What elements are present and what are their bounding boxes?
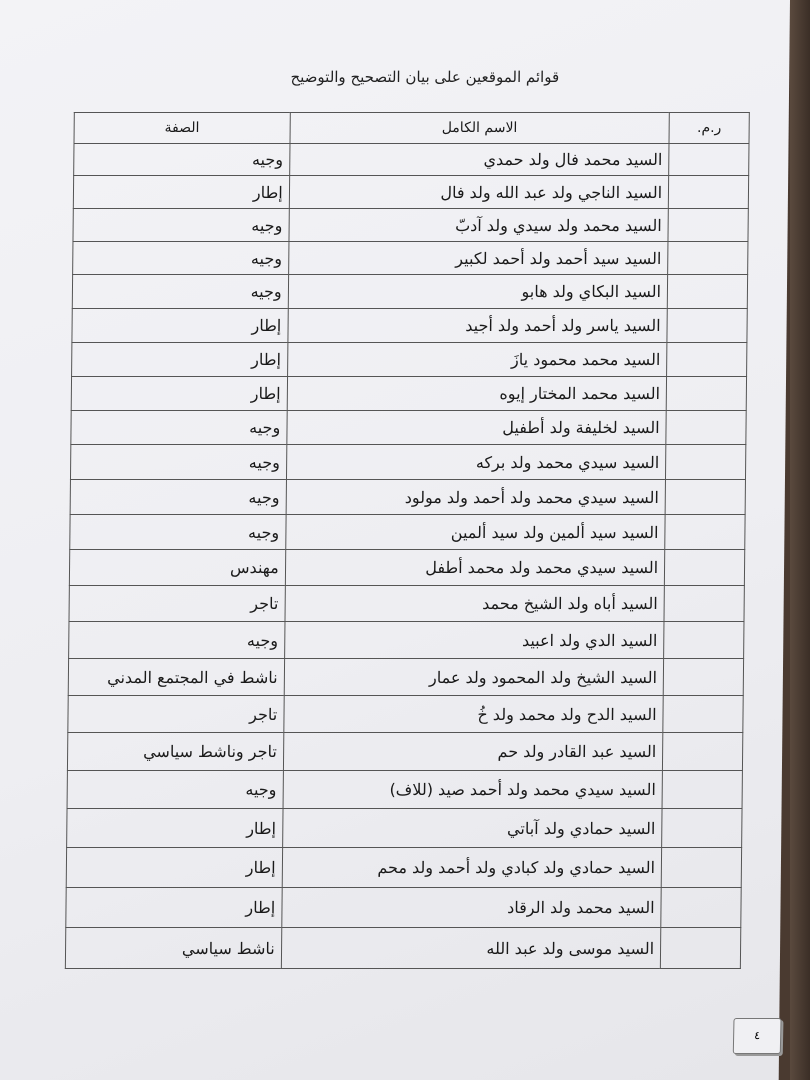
row-name-cell: السيد محمد المختار إيوه: [287, 377, 667, 411]
row-number-cell: [664, 586, 744, 622]
row-name-cell: السيد ياسر ولد أحمد ولد أجيد: [288, 309, 668, 343]
row-number-cell: [669, 144, 749, 176]
table-row: [66, 888, 741, 928]
row-name-cell: السيد سيدي محمد ولد بركه: [286, 445, 666, 480]
row-name-cell: السيد سيد أحمد ولد أحمد لكبير: [288, 242, 668, 275]
page-number: ٤: [733, 1018, 782, 1054]
row-number-cell: [668, 242, 748, 275]
row-name-cell: السيد سيدي محمد ولد محمد أطفل: [285, 550, 665, 586]
table-row: [74, 144, 749, 176]
row-role-cell: وجيه: [72, 275, 288, 309]
row-role-cell: إطار: [72, 309, 288, 343]
row-number-cell: [667, 343, 747, 377]
table-row: [67, 809, 742, 848]
table-header-row: [74, 113, 749, 144]
row-name-cell: السيد أباه ولد الشيخ محمد: [285, 586, 665, 622]
row-role-cell: إطار: [71, 377, 287, 411]
row-name-cell: السيد حمادي ولد آباتي: [282, 809, 662, 848]
row-role-cell: ناشط في المجتمع المدني: [68, 659, 284, 696]
row-number-cell: [664, 550, 744, 586]
table-row: [73, 176, 748, 209]
row-number-cell: [667, 309, 747, 343]
row-number-cell: [668, 176, 748, 209]
row-role-cell: ناشط سياسي: [65, 928, 281, 969]
row-number-cell: [662, 809, 742, 848]
row-number-cell: [661, 888, 741, 928]
table-row: [67, 771, 742, 809]
row-number-cell: [665, 480, 745, 515]
table-body: [65, 144, 749, 969]
document-title: قوائم الموقعين على بيان التصحيح والتوضيح: [290, 68, 560, 86]
row-number-cell: [662, 771, 742, 809]
row-name-cell: السيد محمد محمود يازَ: [287, 343, 667, 377]
row-name-cell: السيد الناجي ولد عبد الله ولد فال: [289, 176, 669, 209]
row-role-cell: وجيه: [73, 209, 289, 242]
row-number-cell: [666, 411, 746, 445]
row-name-cell: السيد سيدي محمد ولد أحمد صيد (للاف): [283, 771, 663, 809]
row-number-cell: [665, 515, 745, 550]
table-row: [72, 309, 747, 343]
row-role-cell: مهندس: [69, 550, 285, 586]
row-name-cell: السيد البكاي ولد هابو: [288, 275, 668, 309]
table-row: [68, 659, 743, 696]
row-role-cell: إطار: [72, 343, 288, 377]
table-row: [68, 696, 743, 733]
signatories-table: [65, 112, 750, 969]
row-role-cell: وجيه: [70, 515, 286, 550]
row-number-cell: [666, 377, 746, 411]
row-name-cell: السيد حمادي ولد كبادي ولد أحمد ولد محم: [282, 848, 662, 888]
row-role-cell: إطار: [67, 809, 283, 848]
table-row: [69, 586, 744, 622]
table-row: [71, 411, 746, 445]
row-role-cell: وجيه: [74, 144, 290, 176]
background-edge: [790, 0, 810, 1080]
table-row: [70, 445, 745, 480]
row-name-cell: السيد سيد ألمين ولد سيد ألمين: [285, 515, 665, 550]
row-number-cell: [663, 696, 743, 733]
header-name: الاسم الكامل: [290, 113, 670, 144]
row-role-cell: إطار: [66, 848, 282, 888]
table-row: [66, 848, 741, 888]
row-name-cell: السيد موسى ولد عبد الله: [281, 928, 661, 969]
row-name-cell: السيد الشيخ ولد المحمود ولد عمار: [284, 659, 664, 696]
row-name-cell: السيد محمد فال ولد حمدي: [289, 144, 669, 176]
table-row: [70, 480, 745, 515]
table-row: [70, 515, 745, 550]
table-row: [71, 377, 746, 411]
table-row: [69, 622, 744, 659]
row-number-cell: [666, 445, 746, 480]
row-role-cell: تاجر: [69, 586, 285, 622]
row-name-cell: السيد لخليفة ولد أطفيل: [287, 411, 667, 445]
row-role-cell: إطار: [66, 888, 282, 928]
row-number-cell: [661, 848, 741, 888]
row-role-cell: وجيه: [73, 242, 289, 275]
table-row: [72, 275, 747, 309]
row-role-cell: وجيه: [70, 445, 286, 480]
header-number: ر.م.: [669, 113, 749, 144]
table-row: [73, 209, 748, 242]
row-name-cell: السيد سيدي محمد ولد أحمد ولد مولود: [286, 480, 666, 515]
row-role-cell: تاجر: [68, 696, 284, 733]
row-role-cell: إطار: [73, 176, 289, 209]
row-role-cell: وجيه: [71, 411, 287, 445]
table-row: [65, 928, 740, 969]
row-name-cell: السيد الدح ولد محمد ولد خُ: [284, 696, 664, 733]
header-role: الصفة: [74, 113, 290, 144]
table-row: [69, 550, 744, 586]
row-role-cell: تاجر وناشط سياسي: [67, 733, 283, 771]
row-number-cell: [668, 209, 748, 242]
row-number-cell: [667, 275, 747, 309]
row-name-cell: السيد محمد ولد سيدي ولد آدبّ: [289, 209, 669, 242]
row-name-cell: السيد عبد القادر ولد حم: [283, 733, 663, 771]
table-row: [72, 343, 747, 377]
row-number-cell: [663, 659, 743, 696]
row-name-cell: السيد محمد ولد الرقاد: [282, 888, 662, 928]
row-number-cell: [664, 622, 744, 659]
table-row: [67, 733, 742, 771]
row-role-cell: وجيه: [70, 480, 286, 515]
row-role-cell: وجيه: [67, 771, 283, 809]
row-number-cell: [660, 928, 740, 969]
table-row: [73, 242, 748, 275]
row-role-cell: وجيه: [69, 622, 285, 659]
row-number-cell: [663, 733, 743, 771]
row-name-cell: السيد الدي ولد اعبيد: [284, 622, 664, 659]
